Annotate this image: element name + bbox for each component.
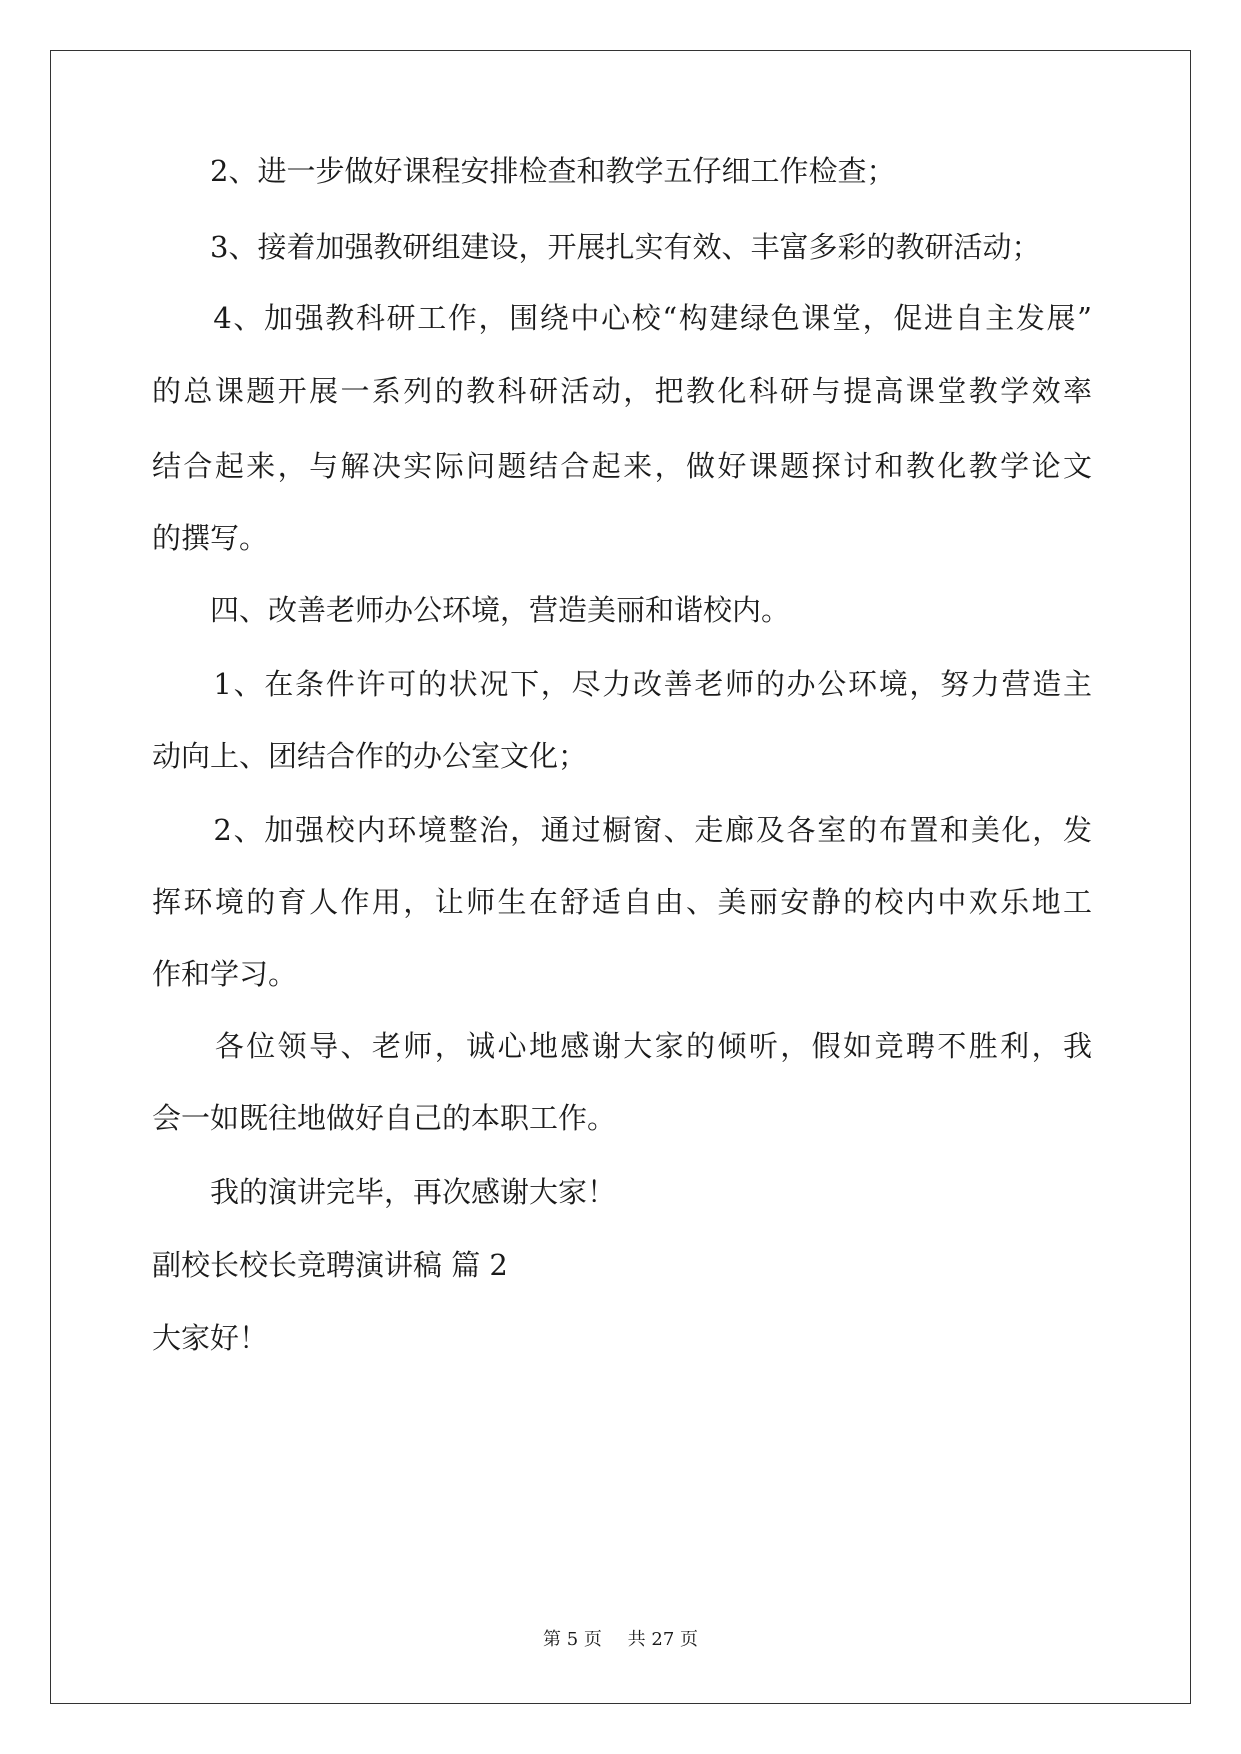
page-number: 第 5 页	[543, 1629, 602, 1650]
paragraph-line: 2、进一步做好课程安排检查和教学五仔细工作检查；	[152, 154, 896, 188]
paragraph-line: 挥环境的育人作用，让师生在舒适自由、美丽安静的校内中欢乐地工	[152, 885, 1092, 919]
section-heading: 四、改善老师办公环境，营造美丽和谐校内。	[152, 593, 791, 627]
paragraph-line: 3、接着加强教研组建设，开展扎实有效、丰富多彩的教研活动；	[152, 230, 1041, 264]
paragraph-line: 1、在条件许可的状况下，尽力改善老师的办公环境，努力营造主	[152, 667, 1092, 701]
paragraph-line: 各位领导、老师，诚心地感谢大家的倾听，假如竞聘不胜利，我	[152, 1029, 1092, 1063]
page-total: 共 27 页	[627, 1629, 698, 1650]
article-title: 副校长校长竞聘演讲稿 篇 2	[152, 1248, 508, 1282]
paragraph-line: 2、加强校内环境整治，通过橱窗、走廊及各室的布置和美化，发	[152, 813, 1092, 847]
paragraph-line: 动向上、团结合作的办公室文化；	[152, 739, 588, 773]
paragraph-line: 的撰写。	[152, 521, 269, 555]
paragraph-line: 结合起来，与解决实际问题结合起来，做好课题探讨和教化教学论文	[152, 449, 1092, 483]
greeting-line: 大家好！	[152, 1321, 269, 1355]
paragraph-line: 4、加强教科研工作，围绕中心校“构建绿色课堂，促进自主发展”	[152, 301, 1092, 335]
paragraph-line: 的总课题开展一系列的教科研活动，把教化科研与提高课堂教学效率	[152, 374, 1092, 408]
paragraph-line: 作和学习。	[152, 957, 298, 991]
paragraph-line: 我的演讲完毕，再次感谢大家！	[152, 1175, 617, 1209]
page-footer	[0, 1628, 1241, 1652]
paragraph-line: 会一如既往地做好自己的本职工作。	[152, 1101, 617, 1135]
